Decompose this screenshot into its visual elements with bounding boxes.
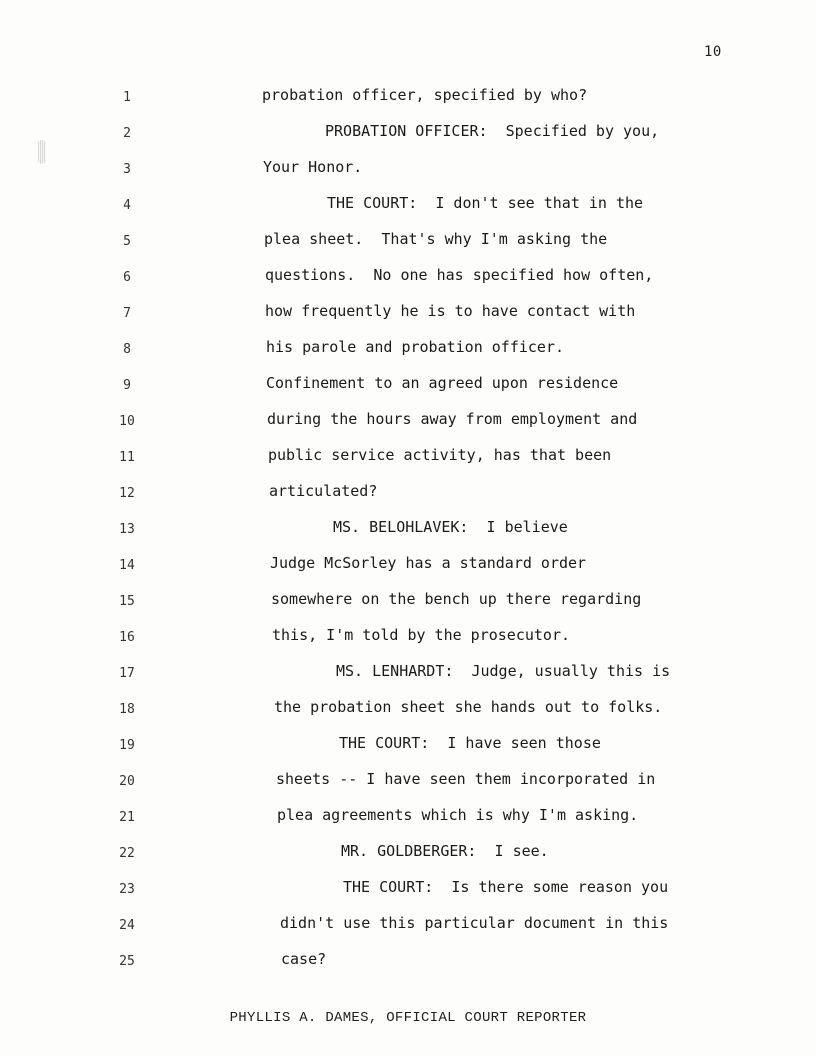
line-text: plea sheet. That's why I'm asking the — [264, 230, 608, 248]
transcript-line — [0, 518, 816, 554]
transcript-line — [0, 878, 816, 914]
transcript-line — [0, 482, 816, 518]
line-text: somewhere on the bench up there regarding — [271, 590, 642, 608]
line-number: 16 — [119, 630, 135, 645]
line-text: this, I'm told by the prosecutor. — [272, 626, 571, 644]
line-text: articulated? — [269, 482, 378, 500]
transcript-line — [0, 374, 816, 410]
court-reporter-footer: PHYLLIS A. DAMES, OFFICIAL COURT REPORTER — [229, 1010, 587, 1026]
line-text: plea agreements which is why I'm asking. — [277, 806, 639, 824]
line-number: 17 — [119, 666, 135, 681]
transcript-line — [0, 194, 816, 230]
line-number: 21 — [119, 810, 135, 825]
line-text: MR. GOLDBERGER: I see. — [341, 842, 549, 860]
line-number: 20 — [119, 774, 135, 789]
transcript-line — [0, 86, 816, 122]
line-text: the probation sheet she hands out to folks. — [274, 698, 663, 716]
line-number: 14 — [119, 558, 135, 573]
line-number: 6 — [123, 270, 131, 285]
transcript-line — [0, 122, 816, 158]
line-text: his parole and probation officer. — [266, 338, 565, 356]
transcript-line — [0, 302, 816, 338]
line-text: questions. No one has specified how often, — [265, 266, 654, 284]
line-number: 19 — [119, 738, 135, 753]
line-number: 10 — [119, 414, 135, 429]
line-text: MS. BELOHLAVEK: I believe — [333, 518, 568, 536]
line-text: THE COURT: Is there some reason you — [343, 878, 669, 896]
line-number: 3 — [123, 162, 131, 177]
line-text: Your Honor. — [263, 158, 363, 176]
line-text: Confinement to an agreed upon residence — [266, 374, 619, 392]
line-text: public service activity, has that been — [268, 446, 612, 464]
line-number: 1 — [123, 90, 131, 105]
line-text: MS. LENHARDT: Judge, usually this is — [336, 662, 671, 680]
line-number: 11 — [119, 450, 135, 465]
transcript-line — [0, 662, 816, 698]
transcript-lines — [0, 86, 816, 986]
line-text: Judge McSorley has a standard order — [270, 554, 587, 572]
page-number: 10 — [704, 44, 722, 60]
line-number: 9 — [123, 378, 131, 393]
line-text: case? — [281, 950, 327, 968]
line-text: THE COURT: I don't see that in the — [327, 194, 644, 212]
line-number: 25 — [119, 954, 135, 969]
line-text: during the hours away from employment and — [267, 410, 638, 428]
line-text: probation officer, specified by who? — [262, 86, 588, 104]
transcript-line — [0, 806, 816, 842]
line-number: 23 — [119, 882, 135, 897]
line-number: 7 — [123, 306, 131, 321]
transcript-line — [0, 410, 816, 446]
transcript-line — [0, 158, 816, 194]
transcript-line — [0, 338, 816, 374]
line-text: PROBATION OFFICER: Specified by you, — [325, 122, 660, 140]
transcript-line — [0, 230, 816, 266]
line-number: 24 — [119, 918, 135, 933]
transcript-line — [0, 554, 816, 590]
transcript-line — [0, 770, 816, 806]
line-text: didn't use this particular document in this — [280, 914, 669, 932]
line-number: 12 — [119, 486, 135, 501]
transcript-line — [0, 698, 816, 734]
line-number: 22 — [119, 846, 135, 861]
line-text: sheets -- I have seen them incorporated in — [276, 770, 656, 788]
line-number: 18 — [119, 702, 135, 717]
transcript-line — [0, 914, 816, 950]
line-number: 5 — [123, 234, 131, 249]
transcript-line — [0, 734, 816, 770]
transcript-line — [0, 266, 816, 302]
transcript-line — [0, 950, 816, 986]
line-number: 2 — [123, 126, 131, 141]
line-text: THE COURT: I have seen those — [339, 734, 601, 752]
transcript-line — [0, 446, 816, 482]
line-text: how frequently he is to have contact with — [265, 302, 636, 320]
line-number: 8 — [123, 342, 131, 357]
transcript-line — [0, 626, 816, 662]
line-number: 13 — [119, 522, 135, 537]
transcript-line — [0, 590, 816, 626]
line-number: 4 — [123, 198, 131, 213]
transcript-line — [0, 842, 816, 878]
line-number: 15 — [119, 594, 135, 609]
